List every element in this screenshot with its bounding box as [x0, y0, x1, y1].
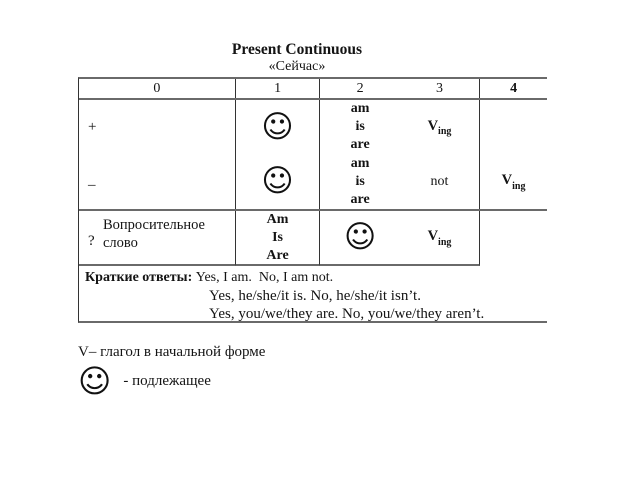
short-answers-line-2: Yes, he/she/it is. No, he/she/it isn’t.	[209, 288, 421, 304]
affirmative-row	[79, 100, 547, 154]
short-answers-cell	[79, 266, 547, 321]
header-col-4: 4	[510, 80, 518, 96]
affirmative-subject-cell	[236, 100, 321, 154]
verb-ing-subscript: ing	[512, 180, 526, 192]
question-mark: ?	[88, 233, 95, 249]
question-sign-cell	[79, 211, 236, 266]
affirmative-ving	[400, 100, 479, 154]
negative-verb-cell	[320, 154, 480, 209]
page-subtitle: «Сейчас»	[268, 59, 326, 74]
negative-aux-stack	[320, 154, 399, 209]
question-word-label: Вопросительное слово	[103, 217, 205, 251]
aux-is: is	[355, 173, 365, 189]
verb-v: V	[427, 228, 439, 245]
smiley-icon: ☺	[261, 108, 294, 145]
negative-subject-cell	[236, 154, 321, 209]
verb-v: V	[427, 117, 439, 134]
negative-sign-cell	[79, 154, 236, 209]
verb-v: V	[501, 172, 513, 189]
present-continuous-table	[78, 77, 547, 323]
aux-is: is	[355, 119, 365, 134]
page-title: Present Continuous	[231, 41, 363, 58]
subject-legend-line	[78, 362, 211, 400]
verb-legend-note: V– глагол в начальной форме	[78, 344, 266, 360]
title-block	[78, 41, 516, 75]
aux-am: am	[350, 155, 370, 171]
verb-ing-subscript: ing	[438, 126, 452, 138]
negative-not	[400, 154, 479, 209]
question-subject-verb-cell	[320, 211, 480, 266]
affirmative-sign-cell	[79, 100, 236, 154]
minus-sign: –	[88, 177, 96, 193]
question-ving	[400, 211, 479, 264]
short-answers-row	[79, 266, 547, 321]
smiley-icon: ☺	[343, 219, 377, 255]
aux-are: are	[350, 191, 370, 207]
short-answers-label: Краткие ответы:	[85, 270, 193, 285]
affirmative-empty-cell	[480, 100, 547, 154]
smiley-icon: ☺	[78, 362, 112, 400]
negative-row	[79, 154, 547, 211]
aux-are: are	[350, 137, 370, 152]
aux-are: Are	[266, 247, 289, 263]
question-empty-cell	[480, 211, 547, 266]
verb-ing-subscript: ing	[438, 236, 452, 248]
short-answers-line-3: Yes, you/we/they are. No, you/we/they aren’t.	[209, 306, 485, 322]
question-subject	[320, 211, 399, 264]
affirmative-aux-stack	[320, 100, 399, 154]
subject-legend-note: - подлежащее	[123, 372, 211, 389]
header-col-2-3	[320, 79, 480, 98]
header-col-3: 3	[435, 80, 443, 96]
aux-am: am	[350, 101, 370, 116]
smiley-icon: ☺	[261, 163, 294, 199]
table-header-row	[79, 79, 547, 100]
header-col-1: 1	[236, 79, 321, 98]
header-col-0: 0	[79, 79, 236, 98]
header-col-2: 2	[356, 80, 364, 96]
plus-sign: +	[88, 118, 97, 135]
aux-is: Is	[272, 229, 284, 245]
short-answers-line-1	[85, 269, 547, 287]
aux-am: Am	[266, 211, 289, 227]
question-aux-cell	[236, 211, 321, 266]
short-answers-text-1: Yes, I am. No, I am not.	[192, 270, 334, 285]
affirmative-verb-cell	[320, 100, 480, 154]
negative-ving-cell	[480, 154, 547, 209]
question-row	[79, 211, 547, 266]
not-particle: not	[430, 173, 449, 189]
